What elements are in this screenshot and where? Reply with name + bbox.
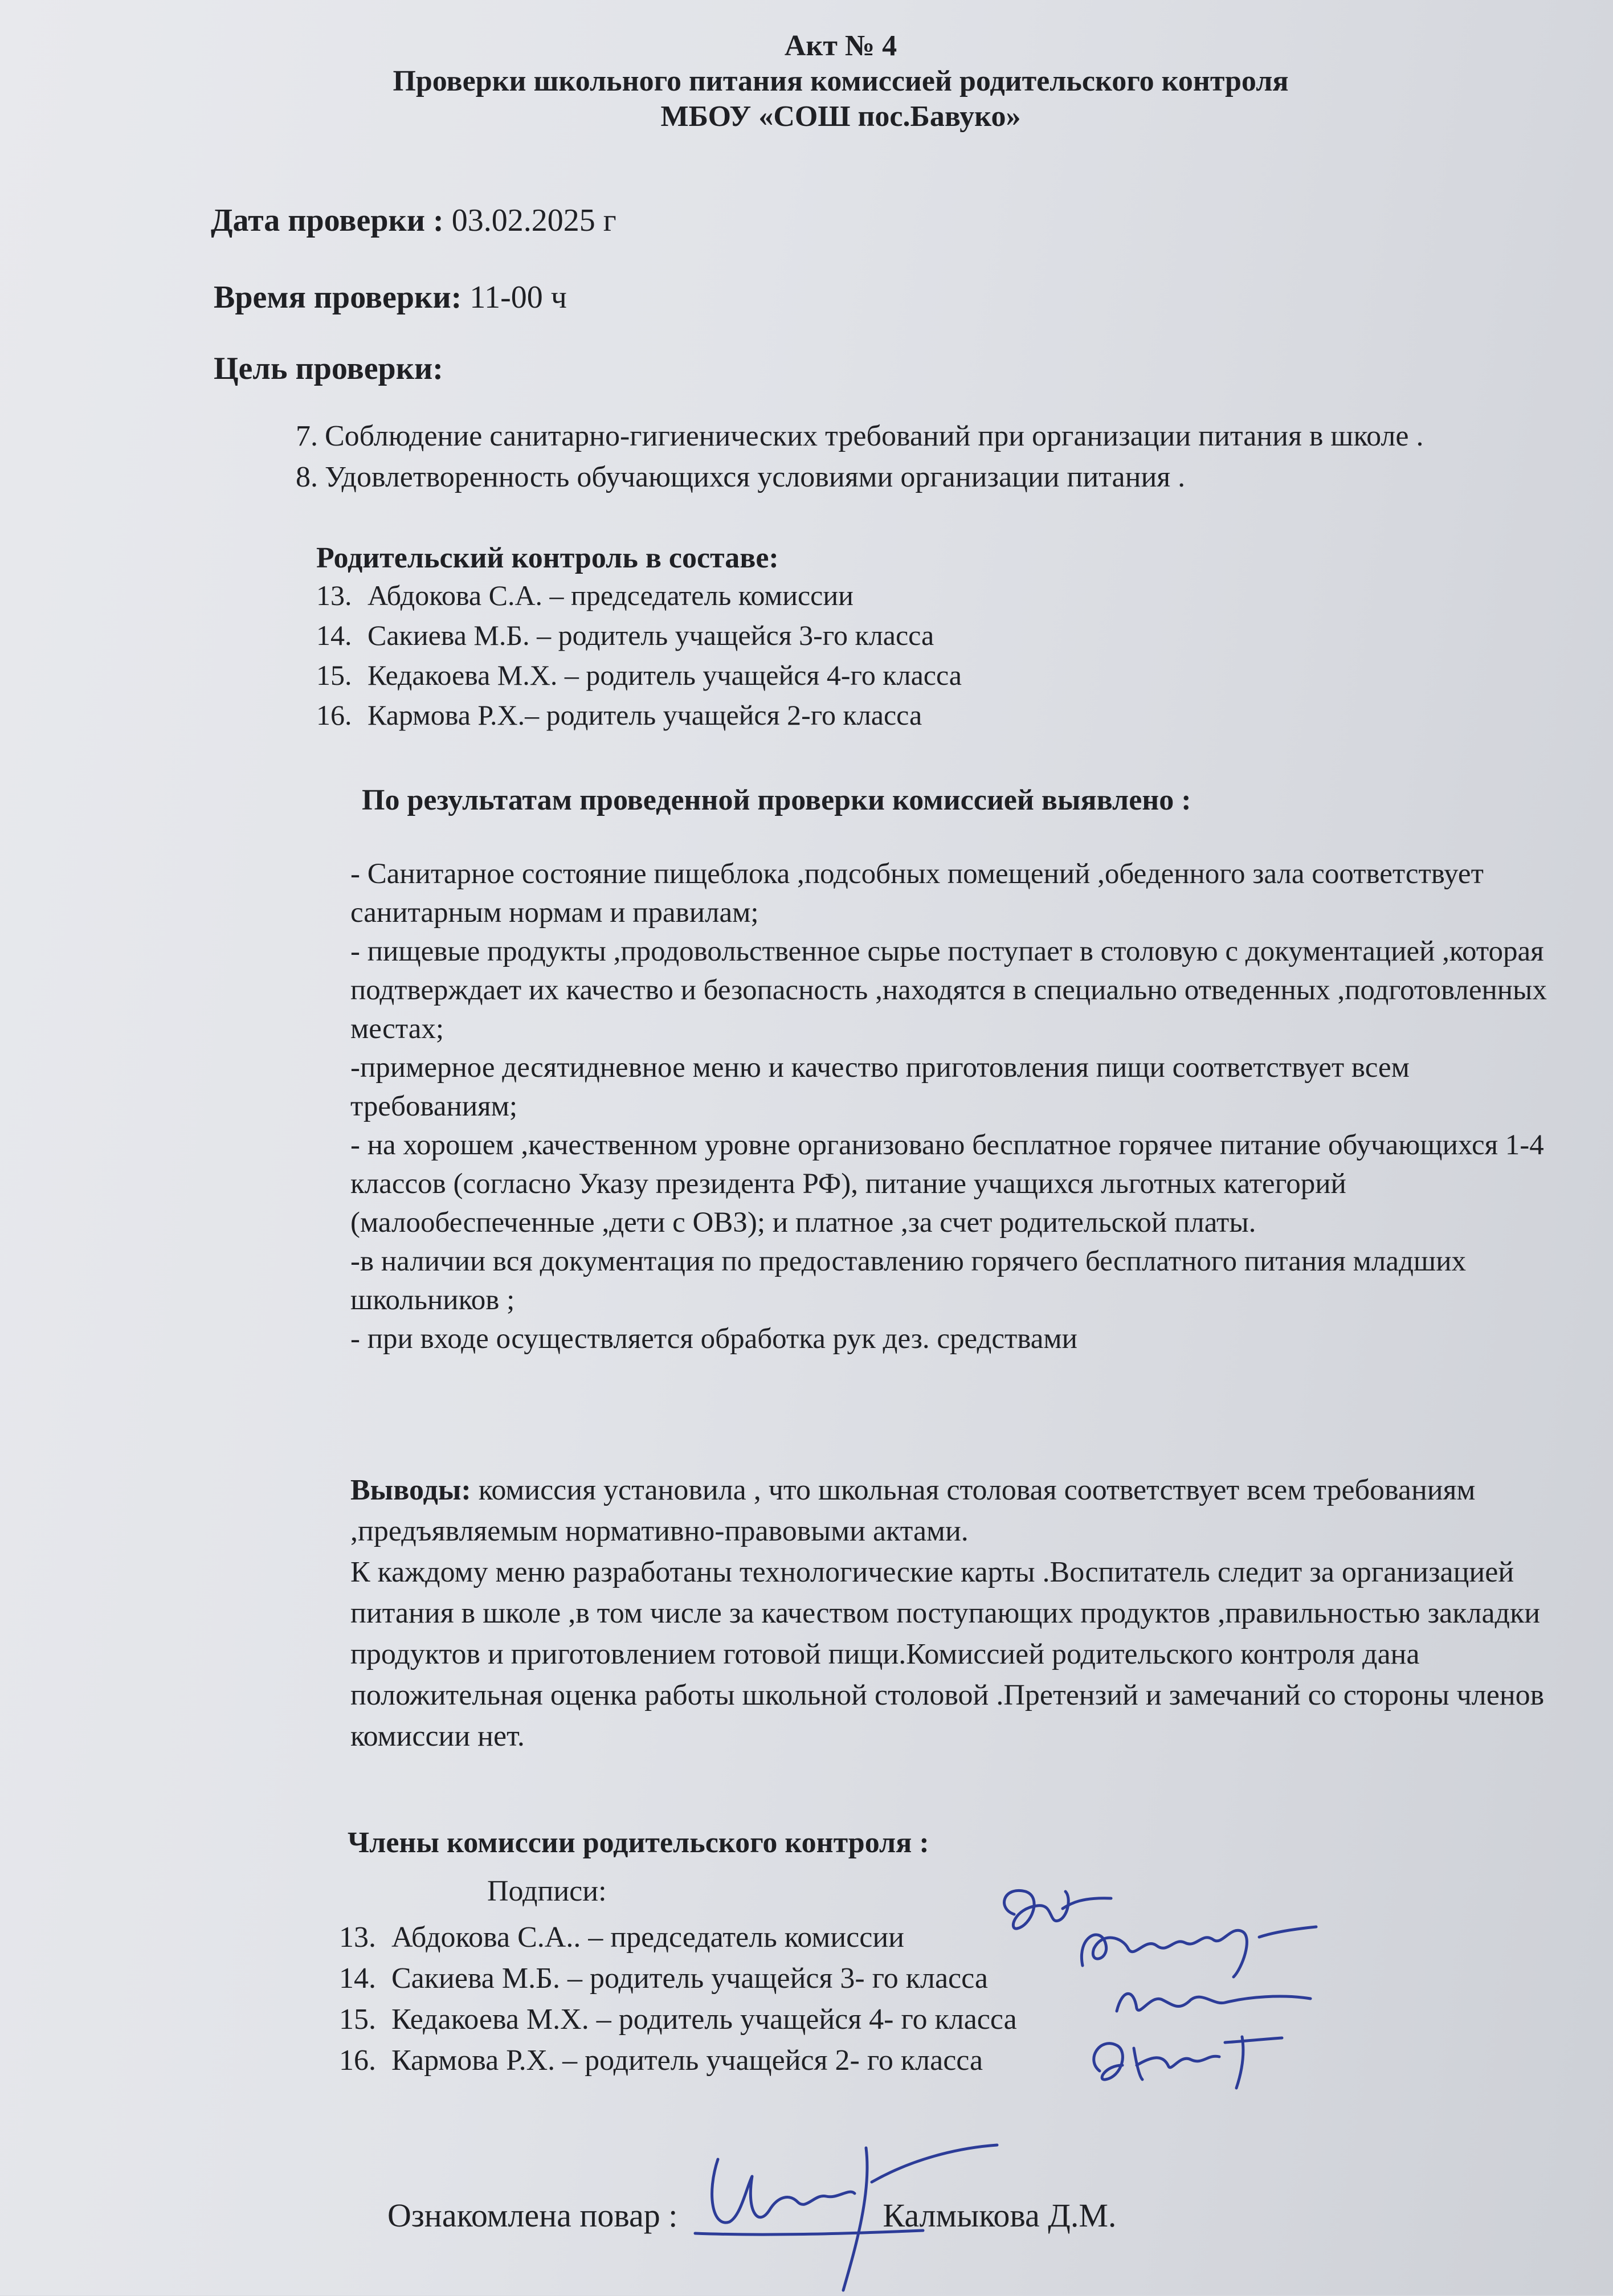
list-item (339, 1958, 1017, 1999)
list-item (262, 416, 1423, 457)
member-text: Абдокова С.А. – председатель комиссии (367, 579, 854, 611)
result-item: -примерное десятидневное меню и качество приготовления пищи соответствует всем требованиям; (350, 1052, 1410, 1122)
list-item (262, 457, 1423, 498)
list-item (339, 1999, 1017, 2040)
member-number: 16. (316, 699, 352, 731)
goal-text: Соблюдение санитарно-гигиенических требований при организации питания в школе . (325, 420, 1424, 452)
conclusions-paragraph (350, 1470, 1553, 1552)
goal-text: Удовлетворенность обучающихся условиями организации питания . (325, 461, 1186, 493)
signer-number: 14. (339, 1962, 376, 1995)
result-item: -в наличии вся документация по предоставлению горячего бесплатного питания младших школьников ; (350, 1245, 1466, 1316)
list-item (316, 615, 962, 655)
goal-number: 8. (296, 461, 318, 493)
signer-text: Сакиева М.Б. – родитель учащейся 3- го класса (391, 1962, 988, 1995)
conclusions-label: Выводы: (350, 1474, 471, 1506)
inspection-date (211, 202, 616, 239)
signer-number: 16. (339, 2044, 376, 2077)
list-item (339, 1917, 1017, 1958)
list-item (316, 575, 962, 615)
signer-list (339, 1917, 1017, 2081)
conclusions-text: комиссия установила , что школьная столовая соответствует всем требованиям ,предъявляемым нормативно-правовыми актами. (350, 1474, 1476, 1547)
signatures-subheading: Подписи: (487, 1875, 607, 1907)
result-item: - Санитарное состояние пищеблока ,подсобных помещений ,обеденного зала соответствует санитарным нормам и правилам; (350, 858, 1484, 929)
signer-text: Кармова Р.Х. – родитель учащейся 2- го класса (391, 2044, 983, 2077)
acknowledgement-label: Ознакомлена повар : (387, 2197, 678, 2234)
member-text: Кедакоева М.Х. – родитель учащейся 4-го класса (367, 659, 962, 691)
results-heading: По результатам проведенной проверки комиссией выявлено : (362, 784, 1191, 816)
date-value: 03.02.2025 г (443, 203, 616, 238)
signature-sakieva (1071, 1914, 1322, 1983)
cook-name: Калмыкова Д.М. (883, 2197, 1117, 2234)
list-item (339, 2040, 1017, 2081)
goal-number: 7. (296, 420, 318, 452)
signer-number: 15. (339, 2003, 376, 2036)
list-item (316, 655, 962, 695)
title-school: МБОУ «СОШ пос.Бавуко» (660, 100, 1021, 133)
member-number: 13. (316, 579, 352, 611)
title-act-number: Акт № 4 (784, 30, 897, 62)
goal-list (262, 416, 1423, 498)
signer-number: 13. (339, 1921, 376, 1954)
signature-kedakoeva (1111, 1977, 1316, 2023)
member-number: 14. (316, 619, 352, 651)
goal-label: Цель проверки: (214, 351, 443, 386)
date-label: Дата проверки : (211, 203, 444, 238)
inspection-goal (214, 350, 443, 387)
list-item (316, 695, 962, 735)
result-item: - на хорошем ,качественном уровне организовано бесплатное горячее питание обучающихся 1-4 классов (согласно Указу президента РФ), питание учащихся льготных категорий (малообеспеченные ,дети с ОВЗ); и платное ,за счет родительской платы. (350, 1129, 1544, 1239)
result-item: - при входе осуществляется обработка рук дез. средствами (350, 1323, 1077, 1355)
signer-text: Кедакоева М.Х. – родитель учащейся 4- го класса (391, 2003, 1017, 2036)
member-number: 15. (316, 659, 352, 691)
time-value: 11-00 ч (462, 280, 567, 315)
control-heading: Родительский контроль в составе: (316, 542, 779, 574)
signatures-heading: Члены комиссии родительского контроля : (348, 1827, 929, 1859)
conclusions-paragraph: К каждому меню разработаны технологические карты .Воспитатель следит за организацией питания в школе ,в том числе за качеством поступающих продуктов ,правильностью закладки продуктов и приготовлением готовой пищи.Комиссией родительского контроля дана положительная оценка работы школьной столовой .Претензий и замечаний со стороны членов комиссии нет. (350, 1556, 1545, 1752)
member-text: Сакиева М.Б. – родитель учащейся 3-го класса (367, 619, 934, 651)
conclusions (350, 1470, 1553, 1757)
result-item: - пищевые продукты ,продовольственное сырье поступает в столовую с документацией ,которая подтверждает их качество и безопасность ,находятся в специально отведенных ,подготовленных местах; (350, 935, 1547, 1045)
time-label: Время проверки: (214, 280, 462, 315)
acknowledgement (387, 2196, 1116, 2234)
document-title (0, 28, 1613, 134)
control-member-list (316, 575, 962, 735)
title-subject: Проверки школьного питания комиссией родительского контроля (393, 65, 1289, 97)
signature-karmova (1083, 2025, 1288, 2094)
member-text: Кармова Р.Х.– родитель учащейся 2-го класса (367, 699, 922, 731)
signer-text: Абдокова С.А.. – председатель комиссии (391, 1921, 904, 1954)
results-list (350, 855, 1547, 1358)
inspection-time (214, 279, 567, 316)
